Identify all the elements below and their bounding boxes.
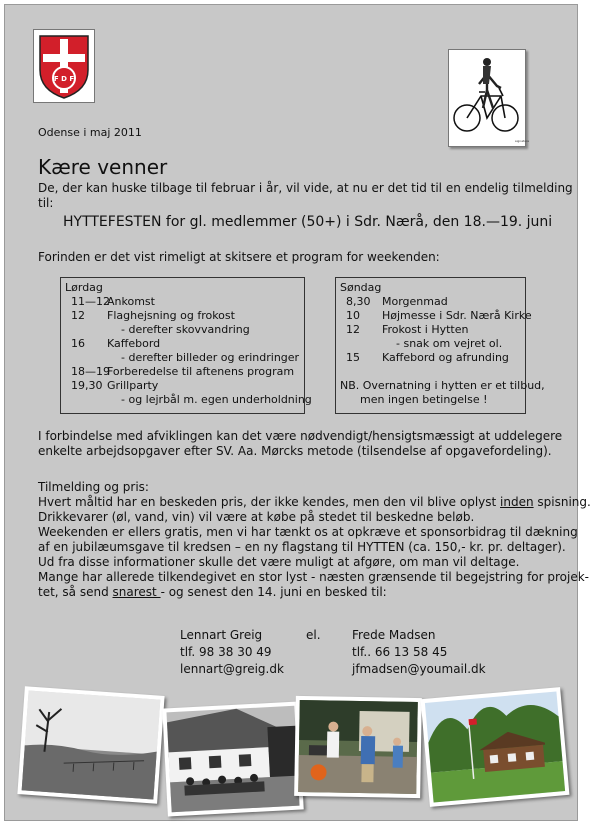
intro-line-2: til:: [38, 196, 54, 210]
fdf-logo: [33, 29, 95, 103]
pricing-line-7: [38, 585, 387, 600]
bicycle-drawing: [448, 49, 530, 147]
saturday-row-activity: Kaffebord: [107, 337, 161, 350]
fdf-shield-icon: [34, 30, 94, 102]
sunday-row-activity: - snak om vejret ol.: [396, 337, 503, 350]
contact-left-phone: tlf. 98 38 30 49: [180, 645, 272, 659]
sunday-row-activity: Højmesse i Sdr. Nærå Kirke: [382, 309, 532, 322]
pricing-line-1: [38, 495, 591, 510]
pricing-heading: Tilmelding og pris:: [38, 480, 149, 494]
sunday-row-time: 15: [346, 351, 360, 364]
saturday-row-activity: Ankomst: [107, 295, 155, 308]
saturday-row-time: 12: [71, 309, 85, 322]
saturday-row-activity: Flaghejsning og frokost: [107, 309, 235, 322]
saturday-program-box: [60, 277, 312, 414]
pricing-line-6: Mange har allerede tilkendegivet en stor lyst - næsten grænsende til begejstring for projek-: [38, 570, 590, 584]
intro-line-1: De, der kan huske tilbage til februar i år, vil vide, at nu er det tid til en endelig tilmelding: [38, 181, 573, 195]
contact-left-email[interactable]: lennart@greig.dk: [180, 662, 284, 676]
pricing-line-3: Weekenden er ellers gratis, men vi har tænkt os at opkræve et sponsorbidrag til dækning: [38, 525, 578, 539]
sunday-program-box: [335, 277, 545, 414]
greeting-heading: Kære venner: [38, 155, 168, 179]
saturday-row-activity: - derefter skovvandring: [121, 323, 250, 336]
sunday-row-activity: Morgenmad: [382, 295, 448, 308]
sunday-row-time: 8,30: [346, 295, 371, 308]
letter-page: [4, 4, 591, 821]
pricing-line-1-underlined: inden: [500, 495, 534, 509]
contact-right-email[interactable]: jfmadsen@youmail.dk: [352, 662, 486, 676]
saturday-row-activity: Grillparty: [107, 379, 159, 392]
sunday-note-line-2: men ingen betingelse !: [360, 393, 488, 406]
saturday-row-time: 19,30: [71, 379, 103, 392]
svg-text:signature: signature: [515, 139, 530, 143]
photo-landscape-bw: [17, 686, 164, 804]
photo-scout-hut: [421, 687, 570, 807]
sunday-row-activity: Kaffebord og afrunding: [382, 351, 509, 364]
saturday-row-time: 11—12: [71, 295, 110, 308]
sunday-note-line-1: NB. Overnatning i hytten er et tilbud,: [340, 379, 545, 392]
contact-or: el.: [306, 628, 321, 642]
pricing-line-2: Drikkevarer (øl, vand, vin) vil være at købe på stedet til beskedne beløb.: [38, 510, 475, 524]
sunday-row-activity: Frokost i Hytten: [382, 323, 469, 336]
saturday-row-time: 16: [71, 337, 85, 350]
program-intro: Forinden er det vist rimeligt at skitsere et program for weekenden:: [38, 250, 440, 264]
saturday-row-activity: - derefter billeder og erindringer: [121, 351, 300, 364]
saturday-row-activity: Forberedelse til aftenens program: [107, 365, 295, 378]
contact-right-phone: tlf.. 66 13 58 45: [352, 645, 448, 659]
svg-text:F D F: F D F: [53, 75, 75, 83]
delegation-line-1: I forbindelse med afviklingen kan det være nødvendigt/hensigtsmæssigt at uddelegere: [38, 429, 563, 443]
date-line: Odense i maj 2011: [38, 126, 142, 139]
pricing-line-1-text: Hvert måltid har en beskeden pris, der ikke kendes, men den vil blive oplyst: [38, 495, 501, 509]
sunday-row-time: 10: [346, 309, 360, 322]
saturday-row-activity: - og lejrbål m. egen underholdning: [121, 393, 312, 406]
event-line: HYTTEFESTEN for gl. medlemmer (50+) i Sdr. Nærå, den 18.—19. juni: [63, 214, 553, 230]
contact-right-name: Frede Madsen: [352, 628, 436, 642]
saturday-title: Lørdag: [65, 281, 103, 294]
pricing-line-7-text: tet, så send: [38, 585, 113, 599]
contact-left-name: Lennart Greig: [180, 628, 263, 642]
photo-people-outside-house: [162, 702, 303, 817]
pricing-line-4: af en jubilæumsgave til kredsen – en ny flagstang til HYTTEN (ca. 150,- kr. pr. deltager).: [38, 540, 566, 554]
sunday-row-time: 12: [346, 323, 360, 336]
pricing-line-7-underlined: snarest: [112, 585, 161, 599]
pricing-line-5: Ud fra disse informationer skulle det være muligt at afgøre, om man vil deltage.: [38, 555, 520, 569]
pricing-line-1-end: spisning.: [533, 495, 591, 509]
saturday-row-time: 18—19: [71, 365, 110, 378]
photo-grill-party: [294, 696, 422, 798]
bicycle-icon: [449, 50, 530, 146]
pricing-line-7-end: - og senest den 14. juni en besked til:: [160, 585, 387, 599]
delegation-line-2: enkelte arbejdsopgaver efter SV. Aa. Mørcks metode (tilsendelse af opgavefordeling).: [38, 444, 552, 458]
sunday-title: Søndag: [340, 281, 382, 294]
